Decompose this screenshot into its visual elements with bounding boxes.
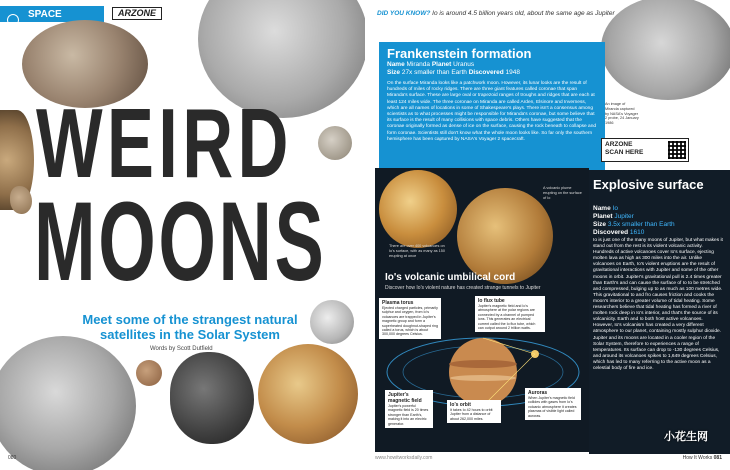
explosive-name-row [593, 205, 723, 213]
size-value: 3.5x smaller than Earth [607, 221, 675, 228]
frankenstein-box [379, 42, 605, 170]
name-value: Miranda [406, 61, 431, 68]
explosive-planet-row [593, 213, 723, 221]
frankenstein-title: Frankenstein formation [387, 46, 532, 61]
io-caption-right: A volcanic plume erupting on the surface of Io [543, 186, 582, 200]
planet-value: Jupiter [614, 213, 634, 220]
footer-magazine: How It Works [682, 455, 713, 461]
scan-here-badge[interactable] [601, 138, 689, 162]
right-page [365, 0, 730, 470]
io-image-plume [457, 188, 553, 284]
discovered-label: Discovered [593, 229, 629, 236]
did-you-know-label: DID YOU KNOW? [377, 10, 431, 17]
arzone-badge: ARZONE [112, 7, 162, 20]
callout-text: When Jupiter's magnetic field collides with gases from Io's volcanic atmosphere it creates plasmas of visible light called auroras. [528, 396, 577, 418]
name-label: Name [387, 61, 405, 68]
size-label: Size [387, 69, 401, 76]
headline-moons: MOONS [34, 179, 327, 304]
headline-weird: WEIRD [36, 88, 293, 198]
explosive-meta [593, 205, 723, 237]
umbilical-title: Io's volcanic umbilical cord [385, 272, 516, 283]
footer-page-info [683, 455, 722, 461]
scan-brand: ARZONE [605, 141, 633, 148]
name-label: Name [593, 205, 611, 212]
scan-label: SCAN HERE [605, 149, 644, 156]
explosive-title: Explosive surface [593, 177, 704, 192]
callout-title: Io's orbit [450, 402, 471, 408]
callout-text: Jupiter's powerful magnetic field is 20 times stronger than Earth's, making it into an electric generator. [388, 404, 429, 426]
name-value: Io [612, 205, 618, 212]
did-you-know [377, 10, 615, 17]
moon-image-bottom-right [258, 344, 358, 444]
callout-title: Auroras [528, 390, 548, 396]
moon-image-rock [10, 186, 32, 214]
umbilical-subtitle: Discover how Io's violent nature has created strange tunnels to Jupiter [385, 285, 541, 291]
page-number: 081 [713, 455, 722, 461]
moon-image-bottom-left [0, 336, 136, 470]
callout-text: Ejected charged particles, primarily sulphur and oxygen, from Io's volcanoes are trapped in Jupiter's magnetic group and form a superheated doughnut-shaped ring called a torus, which is about 300,000 degrees Celsius. [382, 306, 438, 337]
qr-code-icon[interactable] [668, 141, 686, 159]
frankenstein-meta-2 [387, 69, 597, 77]
callout-text: It takes Io 42 hours to orbit Jupiter from a distance of about 262,000 miles. [450, 408, 493, 421]
callout-io-orbit [447, 400, 501, 423]
callout-io-flux-tube [475, 296, 545, 332]
callout-title: Jupiter's magnetic field [388, 392, 422, 404]
callout-text: Jupiter's magnetic field and Io's atmosphere at the polar regions are connected by a channel of pumped ions. This generates an electrical current called the Io flux tube, which can output around 2 trillion watts. [478, 304, 536, 331]
frankenstein-body: On the surface Miranda looks like a patchwork moon. However, its lunar looks are the result of hundreds of miles of rocky ridges. There are three giant features called coronae that span Miranda's surface. These are large oval or trapezoid ranges of troughs and ridges that are each at least 124 miles wide. The three coronae on Miranda are called Arden, Elsinore and Inverness, which are all names of locations in some of Shakespeare's plays. There isn't a consensus among scientists as to what processes might be responsible for Miranda's coronae, but some believe that its surface is the result of many collisions with space debris. Others have suggested that the coronae originally formed as dense of ice on the surface, causing the rock beneath to collapse and form coronae. Scientists still don't know what the whole moon looks like. So far only the southern hemisphere has been captured by NASA's Voyager 2 spacecraft. [387, 81, 597, 142]
planet-label: Planet [593, 213, 613, 220]
moon-image-bottom-small [136, 360, 162, 386]
miranda-caption: An image of Miranda captured by NASA's Voyager 2 probe, 24 January 1986 [605, 102, 639, 126]
callout-auroras [525, 388, 581, 420]
discovered-value: 1948 [505, 69, 521, 76]
io-panel [375, 168, 589, 452]
size-value: 27x smaller than Earth [401, 69, 467, 76]
explosive-discovered-row [593, 229, 723, 237]
moon-image-small-right [318, 126, 352, 160]
section-circle-icon [7, 14, 19, 26]
did-you-know-text: Io is around 4.5 billion years old, about the same age as Jupiter [432, 10, 615, 17]
io-caption-left: There are over 400 volcanoes on Io's surface, with as many as 150 erupting at once [389, 244, 446, 258]
section-label: SPACE [28, 9, 62, 20]
moon-image-bottom-center [170, 352, 254, 444]
callout-title: Io flux tube [478, 298, 505, 304]
miranda-image [601, 0, 730, 100]
watermark: 小花生网 [664, 431, 708, 443]
callout-plasma-torus [379, 298, 441, 339]
planet-value: Uranus [453, 61, 475, 68]
callout-title: Plasma torus [382, 300, 414, 306]
io-image-left [379, 170, 457, 248]
moon-image-mid-right [310, 300, 354, 344]
planet-label: Planet [431, 61, 452, 68]
page-number-left: 080 [8, 455, 17, 461]
byline: Words by Scott Dutfield [150, 346, 213, 352]
discovered-label: Discovered [468, 69, 504, 76]
discovered-value: 1610 [629, 229, 645, 236]
size-label: Size [593, 221, 607, 228]
standfirst: Meet some of the strangest natural satellites in the Solar System [82, 312, 298, 342]
frankenstein-meta-1 [387, 61, 597, 69]
explosive-body: Io is just one of the many moons of Jupiter, but what makes it stand out from the rest is its violent volcanic activity. Hundreds of active volcanoes cover Io's surface, ejecting molten lava as high as 300 miles into the air. Unlike volcanoes on Earth, Io's violent eruptions are the result of gravitational interactions with Jupiter and some of the other moons in orbit. Jupiter's gravitational pull is 2.4 times greater than Earth's and can cause the surface of Io to be stretched and compressed, bulging up to as much as 100 metres wide. This gravitational to and fro causes friction and cooks the moon's interior to a greater volume of tidal heating. Some researchers believe that tidal heating has formed a river of molten rock deep in Io's interior, and that's the source of its volcanicity. Earth and Io both host active volcanoes. However, Io's volcanism has created a very different atmosphere to our planet, containing mostly sulphur dioxide. Jupiter and its moons are located in a cooler region of the Solar System, therefore Io experiences a range of temperatures. Its surface can drop to -130 degrees Celsius, and around its volcanoes spikes to 1,649 degrees Celsius, which has led to many referring to the active moon as a celestial body of fire and ice. [593, 238, 723, 371]
explosive-size-row [593, 221, 723, 229]
footer-url[interactable]: www.howitworksdaily.com [375, 455, 433, 461]
callout-jupiter-magnetic-field [385, 390, 433, 428]
